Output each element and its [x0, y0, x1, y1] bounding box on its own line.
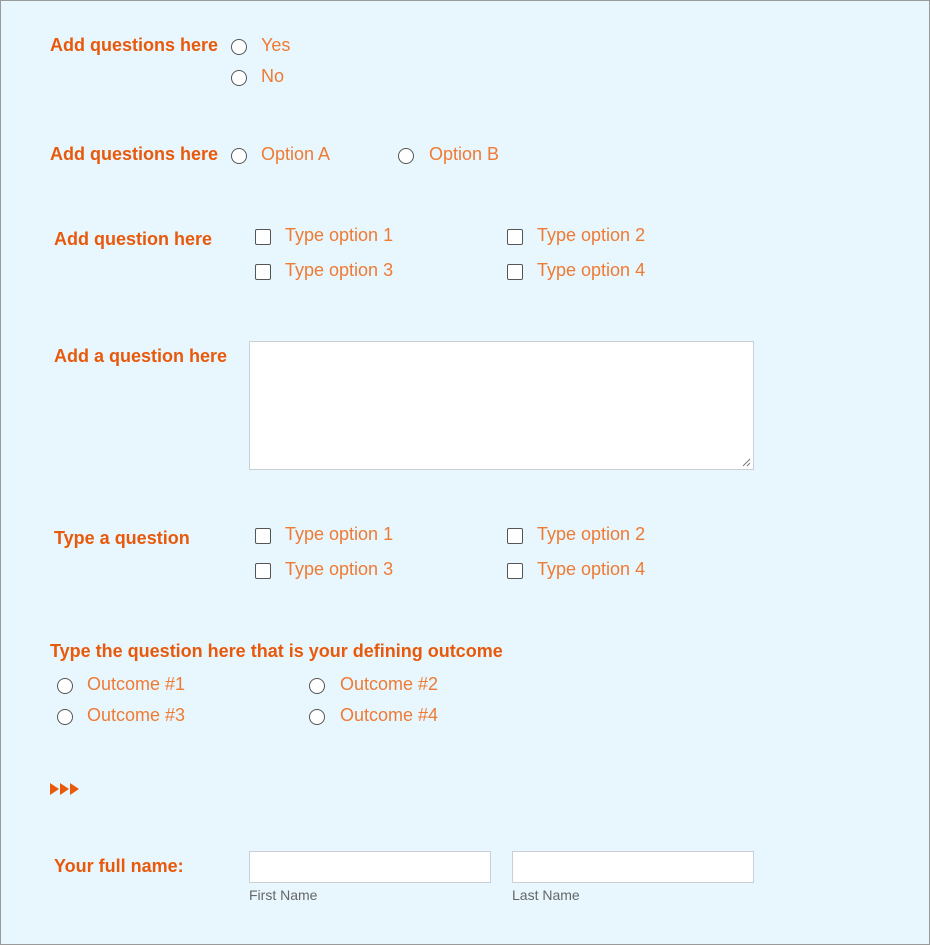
q5-option-4-label[interactable]: Type option 4: [537, 559, 646, 579]
last-name-input[interactable]: [512, 851, 754, 883]
arrow-icon: [60, 783, 69, 795]
resize-grip-icon[interactable]: [742, 458, 751, 467]
arrow-icon: [50, 783, 59, 795]
question-6-label: Type the question here that is your defining outcome: [50, 641, 503, 661]
checkbox-q3-option-4[interactable]: [507, 264, 523, 280]
checkbox-q3-option-2[interactable]: [507, 229, 523, 245]
radio-outcome-3[interactable]: [57, 709, 73, 725]
radio-outcome-4[interactable]: [309, 709, 325, 725]
question-5-label: Type a question: [54, 528, 190, 548]
first-name-input[interactable]: [249, 851, 491, 883]
checkbox-q5-option-1[interactable]: [255, 528, 271, 544]
question-3-label: Add question here: [54, 229, 213, 249]
radio-outcome-1[interactable]: [57, 678, 73, 694]
triple-arrow-icon: [50, 783, 79, 795]
option-yes-label[interactable]: Yes: [261, 35, 291, 55]
first-name-sublabel: First Name: [249, 887, 318, 903]
checkbox-q5-option-3[interactable]: [255, 563, 271, 579]
q3-option-1-label[interactable]: Type option 1: [285, 225, 394, 245]
checkbox-q3-option-1[interactable]: [255, 229, 271, 245]
q3-option-4-label[interactable]: Type option 4: [537, 260, 646, 280]
q5-option-1-label[interactable]: Type option 1: [285, 524, 394, 544]
checkbox-q5-option-4[interactable]: [507, 563, 523, 579]
radio-outcome-2[interactable]: [309, 678, 325, 694]
last-name-sublabel: Last Name: [512, 887, 580, 903]
q3-option-2-label[interactable]: Type option 2: [537, 225, 646, 245]
arrow-icon: [70, 783, 79, 795]
answer-textarea[interactable]: [249, 341, 754, 470]
radio-yes[interactable]: [231, 39, 247, 55]
q5-option-2-label[interactable]: Type option 2: [537, 524, 646, 544]
checkbox-q5-option-2[interactable]: [507, 528, 523, 544]
full-name-label: Your full name:: [54, 856, 184, 876]
question-4-label: Add a question here: [54, 346, 228, 366]
radio-no[interactable]: [231, 70, 247, 86]
outcome-1-label[interactable]: Outcome #1: [87, 674, 186, 694]
question-2-label: Add questions here: [50, 144, 219, 164]
outcome-3-label[interactable]: Outcome #3: [87, 705, 186, 725]
question-1-label: Add questions here: [50, 35, 219, 55]
outcome-2-label[interactable]: Outcome #2: [340, 674, 439, 694]
outcome-4-label[interactable]: Outcome #4: [340, 705, 439, 725]
option-no-label[interactable]: No: [261, 66, 285, 86]
radio-option-a[interactable]: [231, 148, 247, 164]
option-b-label[interactable]: Option B: [429, 144, 500, 164]
checkbox-q3-option-3[interactable]: [255, 264, 271, 280]
option-a-label[interactable]: Option A: [261, 144, 331, 164]
q5-option-3-label[interactable]: Type option 3: [285, 559, 394, 579]
q3-option-3-label[interactable]: Type option 3: [285, 260, 394, 280]
radio-option-b[interactable]: [398, 148, 414, 164]
